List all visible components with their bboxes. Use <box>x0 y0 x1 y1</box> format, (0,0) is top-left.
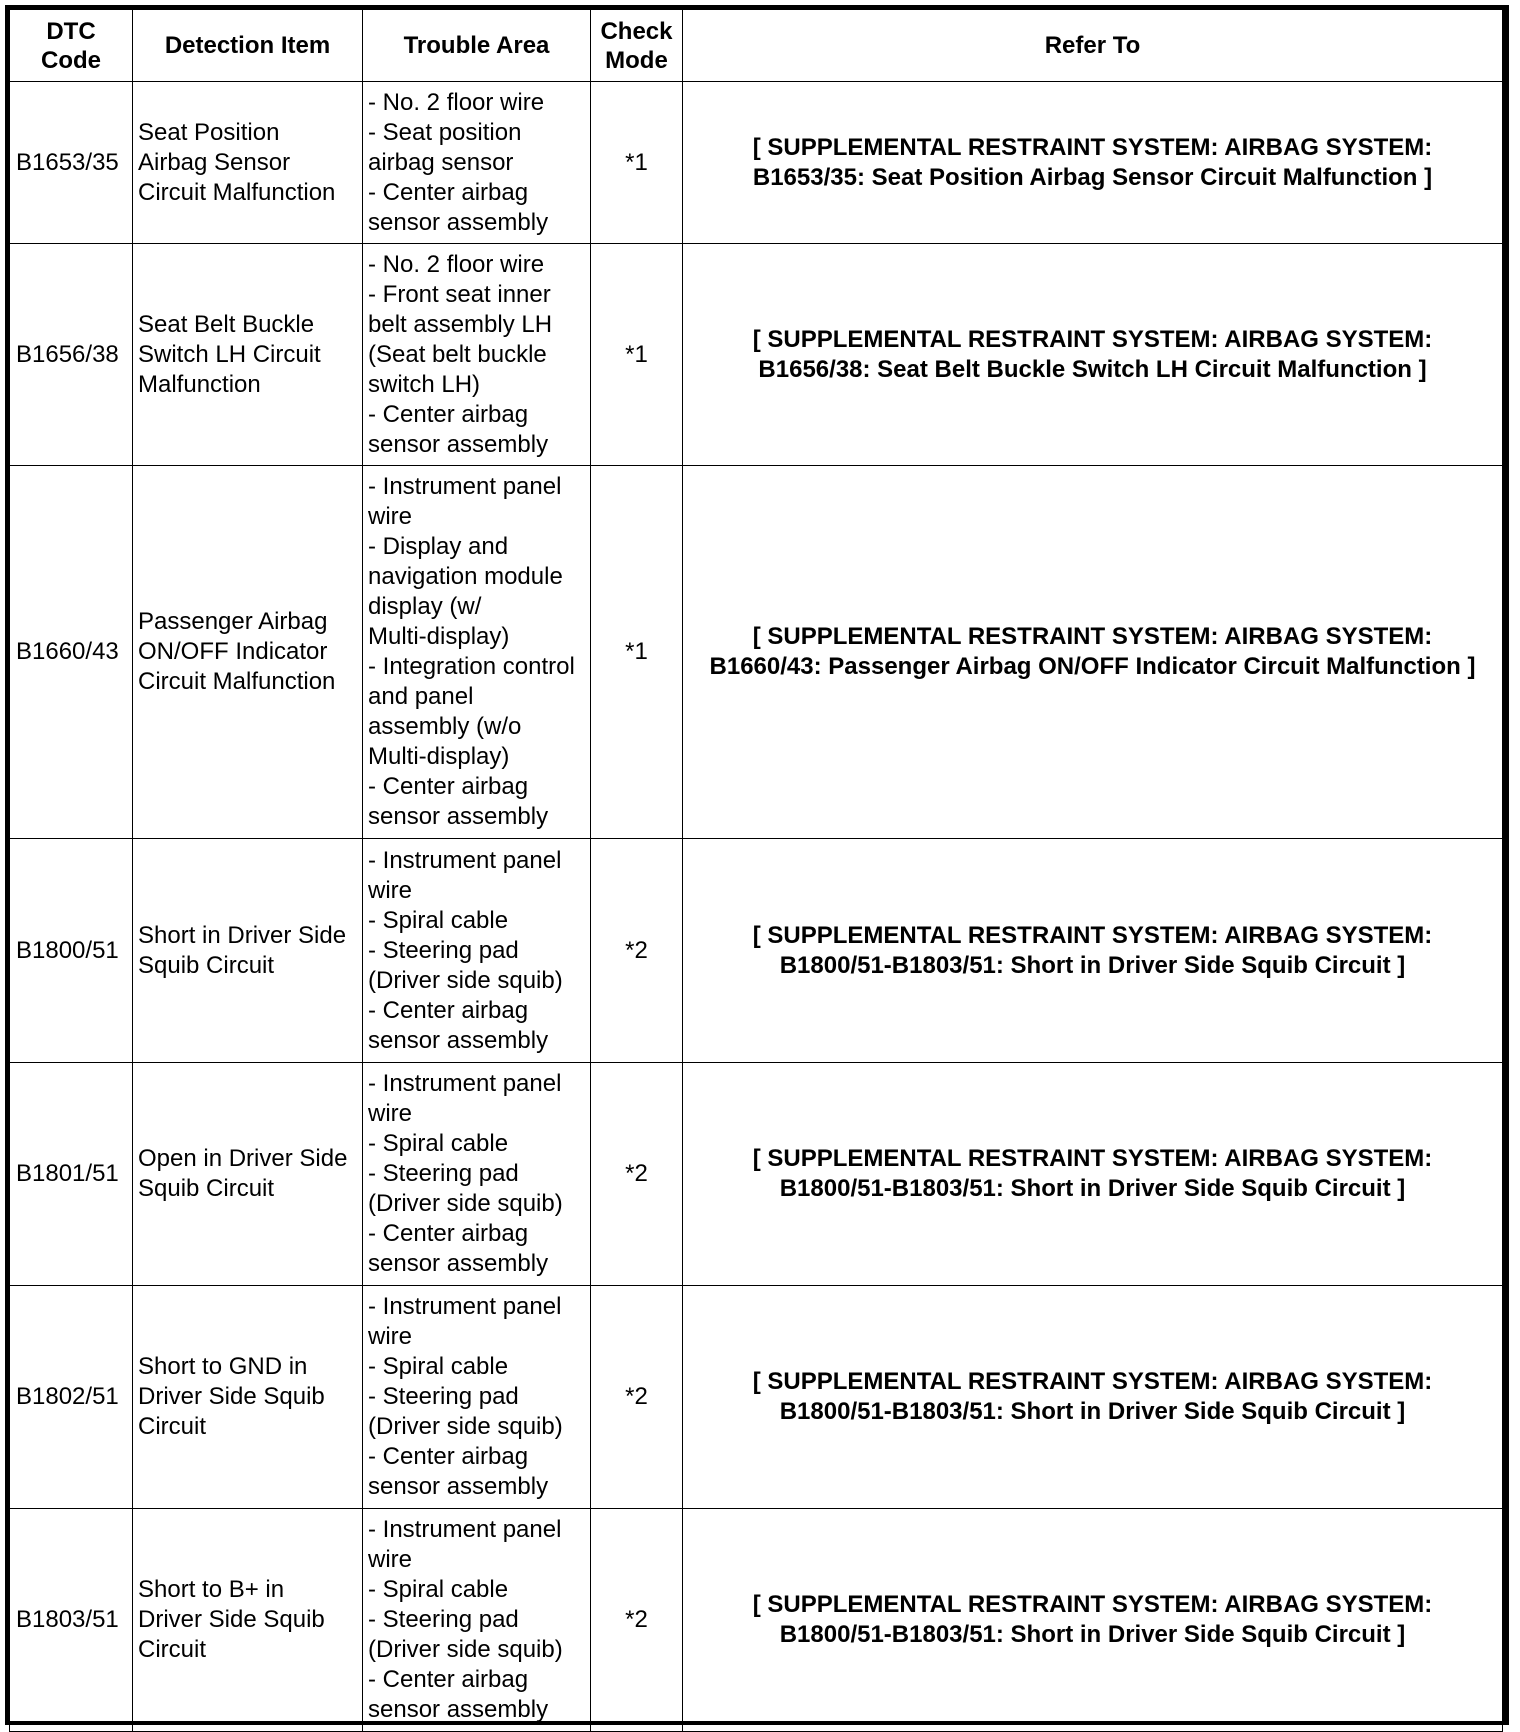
check-mode-cell: *2 <box>591 1286 683 1509</box>
header-line: Check <box>600 17 673 45</box>
check-mode-cell: *2 <box>591 839 683 1063</box>
refer-to-cell <box>683 82 1503 244</box>
trouble-area-line: - Center airbag <box>368 1666 529 1693</box>
detection-item-line: Open in Driver Side <box>138 1145 348 1172</box>
dtc-code-cell: B1803/51 <box>10 1509 133 1732</box>
header-dtc-code <box>10 10 133 82</box>
table-header-row <box>10 10 1503 82</box>
trouble-area-line: sensor assembly <box>368 1250 549 1277</box>
trouble-area-line: - Center airbag <box>368 400 529 428</box>
trouble-area-line: wire <box>368 503 413 530</box>
detection-item-line: ON/OFF Indicator <box>138 638 328 665</box>
detection-item-line: Circuit <box>138 1413 207 1440</box>
trouble-area-line: display (w/ <box>368 593 482 620</box>
detection-item-cell <box>133 466 363 839</box>
table-row <box>10 1286 1503 1509</box>
trouble-area-line: sensor assembly <box>368 208 549 236</box>
detection-item-cell <box>133 244 363 466</box>
refer-to-line: B1656/38: Seat Belt Buckle Switch LH Circuit Malfunction ] <box>758 355 1427 383</box>
detection-item-line: Squib Circuit <box>138 1175 275 1202</box>
detection-item-cell <box>133 1509 363 1732</box>
trouble-area-line: - Instrument panel <box>368 1516 562 1543</box>
trouble-area-line: - Spiral cable <box>368 906 509 934</box>
trouble-area-line: - Spiral cable <box>368 1576 509 1603</box>
trouble-area-line: - Center airbag <box>368 178 529 206</box>
check-mode-cell: *1 <box>591 466 683 839</box>
trouble-area-line: - Instrument panel <box>368 846 562 874</box>
detection-item-line: Circuit <box>138 1636 207 1663</box>
table-row <box>10 466 1503 839</box>
trouble-area-cell <box>363 1063 591 1286</box>
refer-to-line: [ SUPPLEMENTAL RESTRAINT SYSTEM: AIRBAG SYSTEM: <box>752 1591 1433 1618</box>
header-detection-item: Detection Item <box>133 10 363 82</box>
trouble-area-cell <box>363 82 591 244</box>
header-line: Mode <box>605 46 668 74</box>
trouble-area-line: sensor assembly <box>368 803 549 830</box>
trouble-area-line: wire <box>368 1323 413 1350</box>
detection-item-line: Passenger Airbag <box>138 608 328 635</box>
trouble-area-line: - Spiral cable <box>368 1353 509 1380</box>
detection-item-line: Seat Position <box>138 118 280 146</box>
refer-to-line: [ SUPPLEMENTAL RESTRAINT SYSTEM: AIRBAG SYSTEM: <box>752 1145 1433 1172</box>
detection-item-line: Short to B+ in <box>138 1576 285 1603</box>
refer-to-cell <box>683 466 1503 839</box>
trouble-area-line: - Steering pad <box>368 1383 519 1410</box>
detection-item-line: Squib Circuit <box>138 951 275 979</box>
trouble-area-line: - Steering pad <box>368 936 519 964</box>
refer-to-line: B1800/51-B1803/51: Short in Driver Side Squib Circuit ] <box>779 951 1406 979</box>
refer-to-line: B1800/51-B1803/51: Short in Driver Side Squib Circuit ] <box>779 1398 1406 1425</box>
refer-to-line: [ SUPPLEMENTAL RESTRAINT SYSTEM: AIRBAG SYSTEM: <box>752 1368 1433 1395</box>
header-line: Code <box>41 46 101 74</box>
trouble-area-line: (Driver side squib) <box>368 966 563 994</box>
table-row <box>10 1509 1503 1732</box>
trouble-area-line: Multi-display) <box>368 743 510 770</box>
dtc-table <box>9 9 1503 1732</box>
refer-to-cell <box>683 244 1503 466</box>
trouble-area-line: - Center airbag <box>368 773 529 800</box>
trouble-area-line: - Steering pad <box>368 1606 519 1633</box>
trouble-area-cell <box>363 1286 591 1509</box>
trouble-area-line: and panel <box>368 683 474 710</box>
trouble-area-line: - Instrument panel <box>368 1293 562 1320</box>
check-mode-cell: *1 <box>591 244 683 466</box>
refer-to-line: [ SUPPLEMENTAL RESTRAINT SYSTEM: AIRBAG SYSTEM: <box>752 325 1433 353</box>
refer-to-line: B1660/43: Passenger Airbag ON/OFF Indicator Circuit Malfunction ] <box>709 653 1476 680</box>
trouble-area-line: navigation module <box>368 563 563 590</box>
refer-to-cell <box>683 1509 1503 1732</box>
trouble-area-line: - Integration control <box>368 653 575 680</box>
refer-to-line: [ SUPPLEMENTAL RESTRAINT SYSTEM: AIRBAG SYSTEM: <box>752 133 1433 161</box>
trouble-area-line: wire <box>368 1546 413 1573</box>
trouble-area-line: wire <box>368 876 413 904</box>
dtc-table-page <box>5 5 1509 1725</box>
detection-item-line: Circuit Malfunction <box>138 668 336 695</box>
header-check-mode <box>591 10 683 82</box>
table-row <box>10 839 1503 1063</box>
detection-item-line: Airbag Sensor <box>138 148 291 176</box>
trouble-area-line: - Front seat inner <box>368 280 551 308</box>
detection-item-cell <box>133 839 363 1063</box>
dtc-code-cell: B1801/51 <box>10 1063 133 1286</box>
trouble-area-line: airbag sensor <box>368 148 514 176</box>
table-row <box>10 82 1503 244</box>
detection-item-line: Short in Driver Side <box>138 921 347 949</box>
trouble-area-cell <box>363 839 591 1063</box>
trouble-area-line: sensor assembly <box>368 430 549 458</box>
trouble-area-line: (Driver side squib) <box>368 1413 563 1440</box>
detection-item-line: Short to GND in <box>138 1353 308 1380</box>
check-mode-cell: *2 <box>591 1509 683 1732</box>
header-refer-to: Refer To <box>683 10 1503 82</box>
check-mode-cell: *1 <box>591 82 683 244</box>
trouble-area-line: - Center airbag <box>368 996 529 1024</box>
trouble-area-line: wire <box>368 1100 413 1127</box>
detection-item-cell <box>133 1063 363 1286</box>
detection-item-line: Driver Side Squib <box>138 1606 325 1633</box>
dtc-code-cell: B1656/38 <box>10 244 133 466</box>
trouble-area-line: switch LH) <box>368 370 481 398</box>
refer-to-cell <box>683 839 1503 1063</box>
refer-to-line: B1653/35: Seat Position Airbag Sensor Circuit Malfunction ] <box>752 163 1433 191</box>
trouble-area-line: sensor assembly <box>368 1026 549 1054</box>
trouble-area-line: sensor assembly <box>368 1696 549 1723</box>
trouble-area-line: - Steering pad <box>368 1160 519 1187</box>
refer-to-cell <box>683 1286 1503 1509</box>
trouble-area-cell <box>363 1509 591 1732</box>
detection-item-line: Driver Side Squib <box>138 1383 325 1410</box>
refer-to-line: B1800/51-B1803/51: Short in Driver Side Squib Circuit ] <box>779 1175 1406 1202</box>
trouble-area-line: - Display and <box>368 533 509 560</box>
refer-to-line: [ SUPPLEMENTAL RESTRAINT SYSTEM: AIRBAG SYSTEM: <box>752 623 1433 650</box>
dtc-code-cell: B1802/51 <box>10 1286 133 1509</box>
header-trouble-area: Trouble Area <box>363 10 591 82</box>
trouble-area-line: Multi-display) <box>368 623 510 650</box>
trouble-area-line: - Instrument panel <box>368 473 562 500</box>
trouble-area-line: (Driver side squib) <box>368 1636 563 1663</box>
trouble-area-cell <box>363 466 591 839</box>
dtc-code-cell: B1800/51 <box>10 839 133 1063</box>
trouble-area-line: belt assembly LH <box>368 310 553 338</box>
dtc-code-cell: B1653/35 <box>10 82 133 244</box>
trouble-area-line: - Spiral cable <box>368 1130 509 1157</box>
detection-item-line: Switch LH Circuit <box>138 340 321 368</box>
header-line: DTC <box>46 17 96 45</box>
trouble-area-line: - Center airbag <box>368 1443 529 1470</box>
refer-to-cell <box>683 1063 1503 1286</box>
detection-item-line: Seat Belt Buckle <box>138 310 315 338</box>
detection-item-line: Circuit Malfunction <box>138 178 336 206</box>
refer-to-line: [ SUPPLEMENTAL RESTRAINT SYSTEM: AIRBAG SYSTEM: <box>752 921 1433 949</box>
trouble-area-cell <box>363 244 591 466</box>
trouble-area-line: - Center airbag <box>368 1220 529 1247</box>
trouble-area-line: - Seat position <box>368 118 522 146</box>
trouble-area-line: - No. 2 floor wire <box>368 250 545 278</box>
trouble-area-line: assembly (w/o <box>368 713 522 740</box>
trouble-area-line: - No. 2 floor wire <box>368 88 545 116</box>
detection-item-cell <box>133 82 363 244</box>
detection-item-cell <box>133 1286 363 1509</box>
detection-item-line: Malfunction <box>138 370 261 398</box>
table-row <box>10 1063 1503 1286</box>
table-row <box>10 244 1503 466</box>
trouble-area-line: - Instrument panel <box>368 1070 562 1097</box>
check-mode-cell: *2 <box>591 1063 683 1286</box>
trouble-area-line: sensor assembly <box>368 1473 549 1500</box>
trouble-area-line: (Driver side squib) <box>368 1190 563 1217</box>
trouble-area-line: (Seat belt buckle <box>368 340 547 368</box>
refer-to-line: B1800/51-B1803/51: Short in Driver Side Squib Circuit ] <box>779 1621 1406 1648</box>
dtc-code-cell: B1660/43 <box>10 466 133 839</box>
